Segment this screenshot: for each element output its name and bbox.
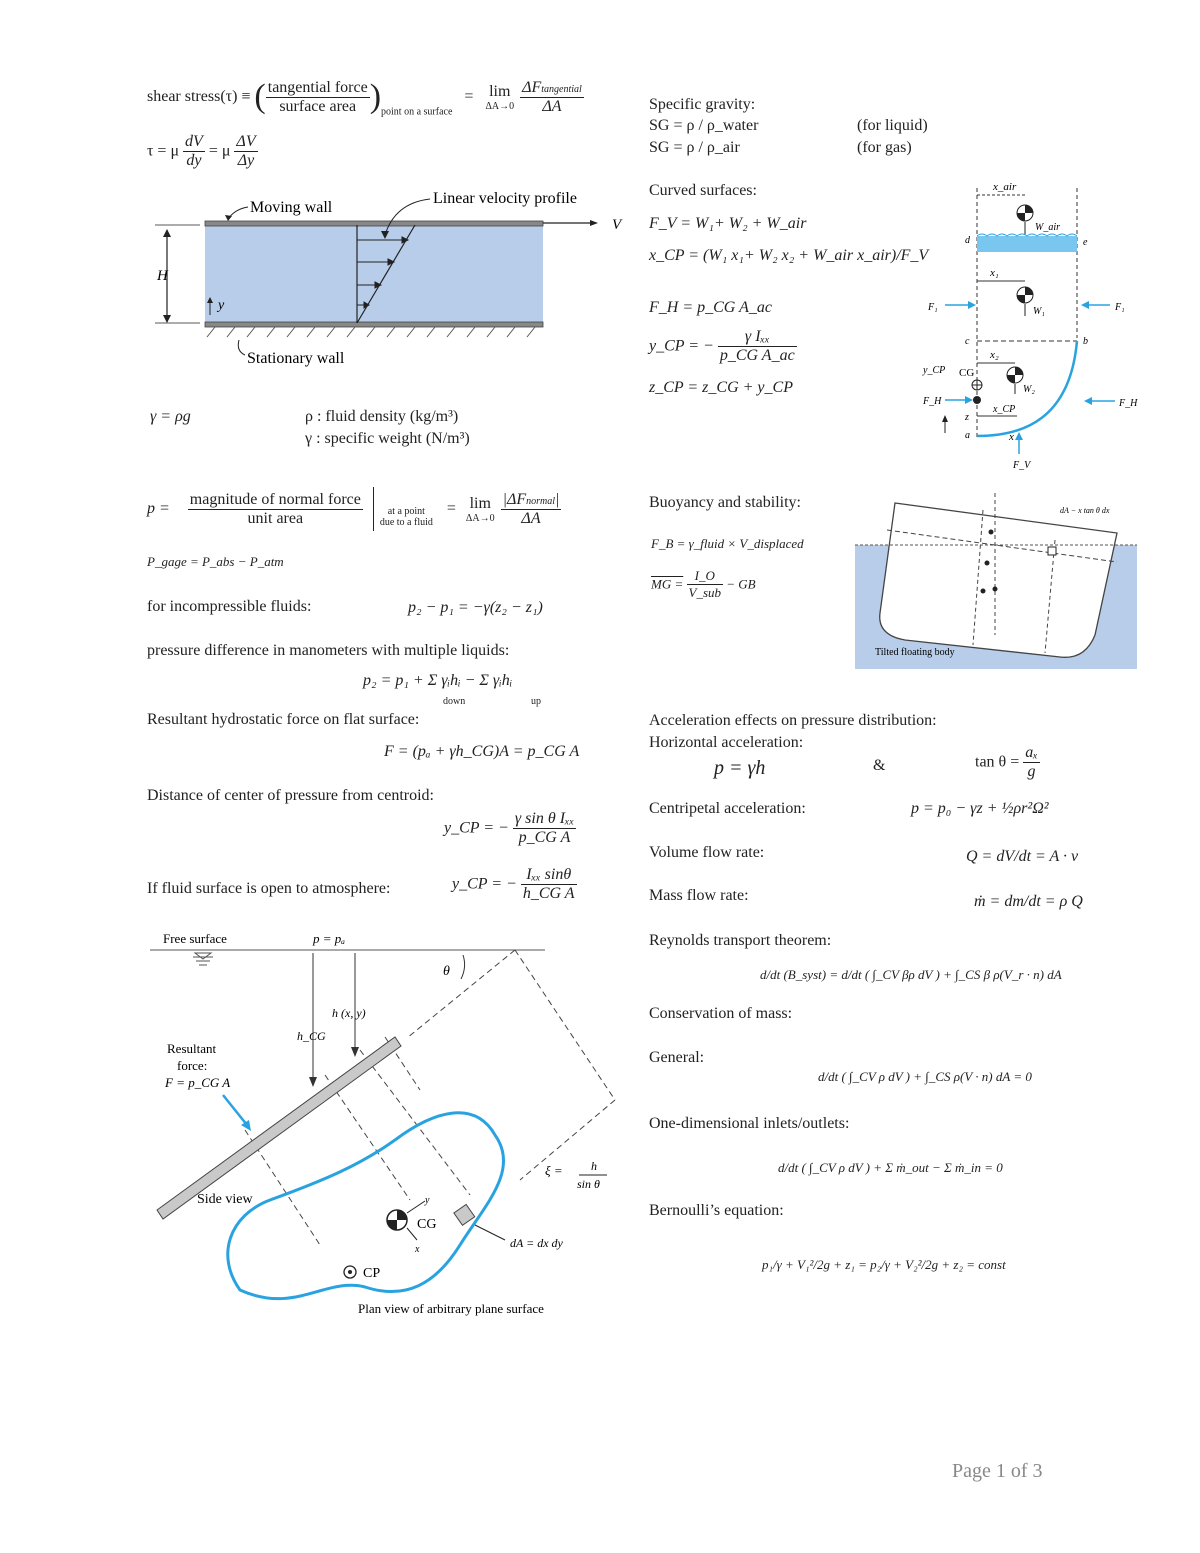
- ycp-curved-den: p_CG A_ac: [719, 347, 795, 364]
- xi-num: h: [591, 1159, 597, 1173]
- sg-gas-note: (for gas): [857, 139, 912, 156]
- incompressible-equation: p₂ − p₁ = −γ(z₂ − z₁): [408, 599, 543, 616]
- tilted-body-label: Tilted floating body: [875, 647, 955, 658]
- general-label: General:: [649, 1049, 705, 1066]
- tau-equation: [147, 133, 258, 170]
- fig-x: x: [1009, 431, 1014, 443]
- da-label: dA = dx dy: [510, 1236, 563, 1250]
- rho-description: ρ : fluid density (kg/m³): [305, 408, 459, 425]
- mg-rhs: − GB: [726, 576, 756, 592]
- side-view-label: Side view: [197, 1192, 253, 1207]
- tan-theta-lhs: tan θ =: [975, 753, 1020, 771]
- curved-surface-diagram: [915, 178, 1138, 478]
- cp-distance-label: Distance of center of pressure from centroid:: [147, 787, 434, 804]
- gamma-description: γ : specific weight (N/m³): [305, 430, 470, 447]
- tangential-sub: tangential: [541, 83, 582, 95]
- cp-label: CP: [363, 1266, 381, 1281]
- fig-fv: F_V: [1013, 460, 1031, 471]
- sg-gas-equation: SG = ρ / ρ_air: [649, 139, 740, 156]
- delta-a-text-2: ΔA: [521, 509, 541, 527]
- hatch-marks: [207, 327, 535, 337]
- page-number: Page 1 of 3: [952, 1460, 1043, 1482]
- one-dim-equation: d/dt ( ∫_CV ρ dV ) + Σ ṁ_out − Σ ṁ_in = 0: [778, 1160, 1003, 1175]
- w1-symbol: [1017, 287, 1033, 303]
- y-label: y: [218, 298, 225, 313]
- floating-body: [880, 503, 1117, 657]
- general-equation: d/dt ( ∫_CV ρ dV ) + ∫_CS ρ(V · n) dA = 0: [818, 1069, 1032, 1084]
- equals-sign: =: [464, 88, 474, 105]
- velocity-profile-diagram: [140, 185, 640, 375]
- tangential-force-text: tangential force: [267, 78, 368, 96]
- manometer-label: pressure difference in manometers with multiple liquids:: [147, 642, 510, 659]
- mg-equation: [651, 568, 756, 601]
- fig-xcp: x_CP: [993, 404, 1016, 415]
- reynolds-title: Reynolds transport theorem:: [649, 932, 832, 949]
- fv-equation: F_V = W₁+ W₂ + W_air: [649, 215, 807, 232]
- ycp-lhs: y_CP = −: [444, 819, 509, 837]
- linear-velocity-profile-label: Linear velocity profile: [433, 190, 577, 207]
- h-xy-label: h (x, y): [332, 1006, 366, 1020]
- fig-x1: x₁: [990, 267, 999, 279]
- lim-text-2: lim: [469, 494, 491, 512]
- unit-area-text: unit area: [247, 509, 304, 527]
- conservation-label: Conservation of mass:: [649, 1005, 793, 1022]
- xcp-equation: x_CP = (W₁ x₁+ W₂ x₂ + W_air x_air)/F_V: [649, 247, 929, 264]
- h-cg-label: h_CG: [297, 1029, 326, 1043]
- da-tan-label: dA − x tan θ dx: [1060, 506, 1110, 515]
- due-to-fluid-text: due to a fluid: [379, 516, 433, 528]
- ycp2-lhs: y_CP = −: [452, 875, 517, 893]
- cg-label: CG: [417, 1217, 437, 1232]
- manometer-down: down: [443, 696, 466, 707]
- w-air-symbol: [1017, 205, 1033, 221]
- fig-w1: W₁: [1033, 306, 1045, 317]
- fig-c: c: [965, 336, 970, 347]
- delta-v-text: ΔV: [236, 133, 256, 150]
- resultant-force-line2: force:: [177, 1058, 208, 1073]
- fig-fh-left: F_H: [923, 396, 942, 407]
- fig-a: a: [965, 430, 970, 441]
- stationary-wall-label: Stationary wall: [247, 350, 345, 367]
- lim-text: lim: [489, 82, 511, 100]
- lim-sub-text-2: ΔA→0: [465, 512, 495, 524]
- delta-f-normal: |ΔF: [502, 490, 527, 508]
- fig-z: z: [965, 412, 969, 423]
- resultant-force-line3: F = p_CG A: [165, 1075, 231, 1090]
- fig-ycp: y_CP: [923, 365, 946, 376]
- resultant-force-equation: F = (pₐ + γh_CG)A = p_CG A: [384, 743, 580, 760]
- horizontal-accel-title: Horizontal acceleration:: [649, 734, 804, 751]
- pgage-equation: P_gage = P_abs − P_atm: [147, 554, 284, 569]
- fig-e: e: [1083, 237, 1088, 248]
- buoyancy-title: Buoyancy and stability:: [649, 494, 801, 511]
- one-dim-label: One-dimensional inlets/outlets:: [649, 1115, 850, 1132]
- fig-wair: W_air: [1035, 222, 1060, 233]
- p-label: p =: [147, 500, 170, 517]
- resultant-force-line1: Resultant: [167, 1041, 217, 1056]
- accel-title: Acceleration effects on pressure distribution:: [649, 712, 937, 729]
- ycp-open-equation: [452, 866, 577, 903]
- fig-w2: W₂: [1023, 384, 1035, 395]
- mg-num: I_O: [687, 568, 724, 585]
- xi-den: sin θ: [577, 1177, 600, 1191]
- sg-liquid-note: (for liquid): [857, 117, 928, 134]
- curved-surfaces-title: Curved surfaces:: [649, 182, 757, 199]
- mass-flow-label: Mass flow rate:: [649, 887, 749, 904]
- ampersand: &: [873, 757, 886, 774]
- normal-sub: normal: [526, 495, 556, 507]
- p-gamma-h: p = γh: [714, 757, 766, 779]
- point-on-surface-text: point on a surface: [381, 106, 453, 118]
- ax-text: aₓ: [1025, 744, 1038, 761]
- volume-flow-label: Volume flow rate:: [649, 844, 765, 861]
- bernoulli-label: Bernoulli’s equation:: [649, 1202, 784, 1219]
- moving-wall-label: Moving wall: [250, 199, 333, 216]
- tau-prefix: τ = μ: [147, 142, 180, 160]
- mg-lhs: MG =: [651, 576, 684, 592]
- ycp-curved-equation: [649, 328, 797, 365]
- mass-flow-equation: ṁ = dm/dt = ρ Q: [974, 893, 1083, 910]
- mg-den: V_sub: [688, 585, 721, 600]
- g-text: g: [1027, 763, 1036, 780]
- fig-f1-right: F₁: [1115, 302, 1125, 313]
- ycp2-den: h_CG A: [522, 885, 575, 902]
- lim-sub-text: ΔA→0: [485, 100, 515, 112]
- fb-equation: F_B = γ_fluid × V_displaced: [651, 536, 804, 551]
- fig-b: b: [1083, 336, 1088, 347]
- gamma-equation: γ = ρg: [150, 408, 191, 425]
- delta-a-text: ΔA: [542, 97, 562, 115]
- fig-fh-right: F_H: [1119, 398, 1138, 409]
- surface-area-text: surface area: [279, 97, 357, 115]
- fig-d: d: [965, 235, 970, 246]
- at-a-point-text: at a point: [387, 505, 425, 517]
- tilted-body-diagram: [855, 485, 1137, 669]
- ycp-den: p_CG A: [518, 829, 571, 846]
- reynolds-equation: d/dt (B_syst) = d/dt ( ∫_CV βρ dV ) + ∫_CS β ρ(V_r · n) dA: [760, 967, 1062, 982]
- delta-f-tan: ΔF: [522, 78, 542, 96]
- free-surface-label: Free surface: [163, 931, 227, 946]
- fig-x2: x₂: [990, 349, 999, 361]
- theta-label: θ: [443, 964, 450, 979]
- v-label: V: [612, 217, 622, 233]
- ycp-curved-num: γ Iₓₓ: [718, 328, 797, 347]
- volume-flow-equation: Q = dV/dt = A · v: [966, 848, 1079, 865]
- resultant-force-label: Resultant hydrostatic force on flat surface:: [147, 711, 420, 728]
- dy-text: dy: [186, 152, 202, 169]
- eq-mu: = μ: [208, 142, 231, 160]
- x-axis-label: x: [415, 1244, 420, 1255]
- pressure-definition: p = $\frac{\text{magnitude of normal force}}{\text{unit area}}$ at a point due to a fluid = lim ΔA→0 $\frac{\text{|ΔFnormal|}}{\Delta A}$: [147, 487, 561, 531]
- shear-stress-label: shear stress(τ) ≡: [147, 88, 251, 105]
- fig-f1-left: F₁: [928, 302, 938, 313]
- tan-theta-equation: [975, 744, 1040, 781]
- p-pa-label: p = pₐ: [313, 931, 346, 946]
- y-axis-label: y: [425, 1195, 430, 1206]
- plan-view-label: Plan view of arbitrary plane surface: [358, 1301, 544, 1316]
- fig-xair: x_air: [993, 181, 1017, 193]
- ycp-curved-lhs: y_CP = −: [649, 337, 714, 355]
- centripetal-equation: p = p₀ − γz + ½ρr²Ω²: [911, 800, 1049, 817]
- manometer-up: up: [531, 696, 541, 707]
- sg-title: Specific gravity:: [649, 96, 756, 113]
- ycp-num: γ sin θ Iₓₓ: [514, 810, 575, 827]
- fh-equation: F_H = p_CG A_ac: [649, 299, 772, 316]
- da-element: [454, 1204, 475, 1225]
- h-label: H: [157, 268, 168, 284]
- inclined-plane-diagram: [145, 925, 625, 1325]
- dv-text: dV: [185, 133, 203, 150]
- w2-symbol: [1007, 367, 1023, 383]
- fig-cg: CG: [959, 367, 975, 379]
- incompressible-label: for incompressible fluids:: [147, 598, 312, 615]
- shear-stress-definition: shear stress(τ) ≡ ( $\frac{\text{tangential force}}{\text{surface area}}$ )$_{point on a surface}$ = lim ΔA→0 $\frac{\text{ΔFtangential}}{\Delta A}$: [147, 78, 582, 118]
- ycp2-num: Iₓₓ sinθ: [521, 866, 577, 885]
- manometer-equation: p₂ = p₁ + Σ γᵢhᵢ − Σ γᵢhᵢ: [363, 672, 513, 689]
- moving-wall: [205, 221, 543, 226]
- bernoulli-equation: p₁/γ + V₁²/2g + z₁ = p₂/γ + V₂²/2g + z₂ = const: [762, 1257, 1006, 1272]
- magnitude-normal-force-text: magnitude of normal force: [189, 490, 361, 508]
- stationary-wall: [205, 322, 543, 327]
- open-atmosphere-label: If fluid surface is open to atmosphere:: [147, 880, 391, 897]
- ycp-equation: [444, 810, 576, 847]
- zcp-equation: z_CP = z_CG + y_CP: [649, 379, 793, 396]
- sg-liquid-equation: SG = ρ / ρ_water: [649, 117, 759, 134]
- xi-label: ξ =: [545, 1163, 563, 1178]
- water-surface-band: [977, 236, 1077, 252]
- delta-y-text: Δy: [237, 152, 255, 169]
- plane-outline: [245, 950, 615, 1245]
- centripetal-label: Centripetal acceleration:: [649, 800, 806, 817]
